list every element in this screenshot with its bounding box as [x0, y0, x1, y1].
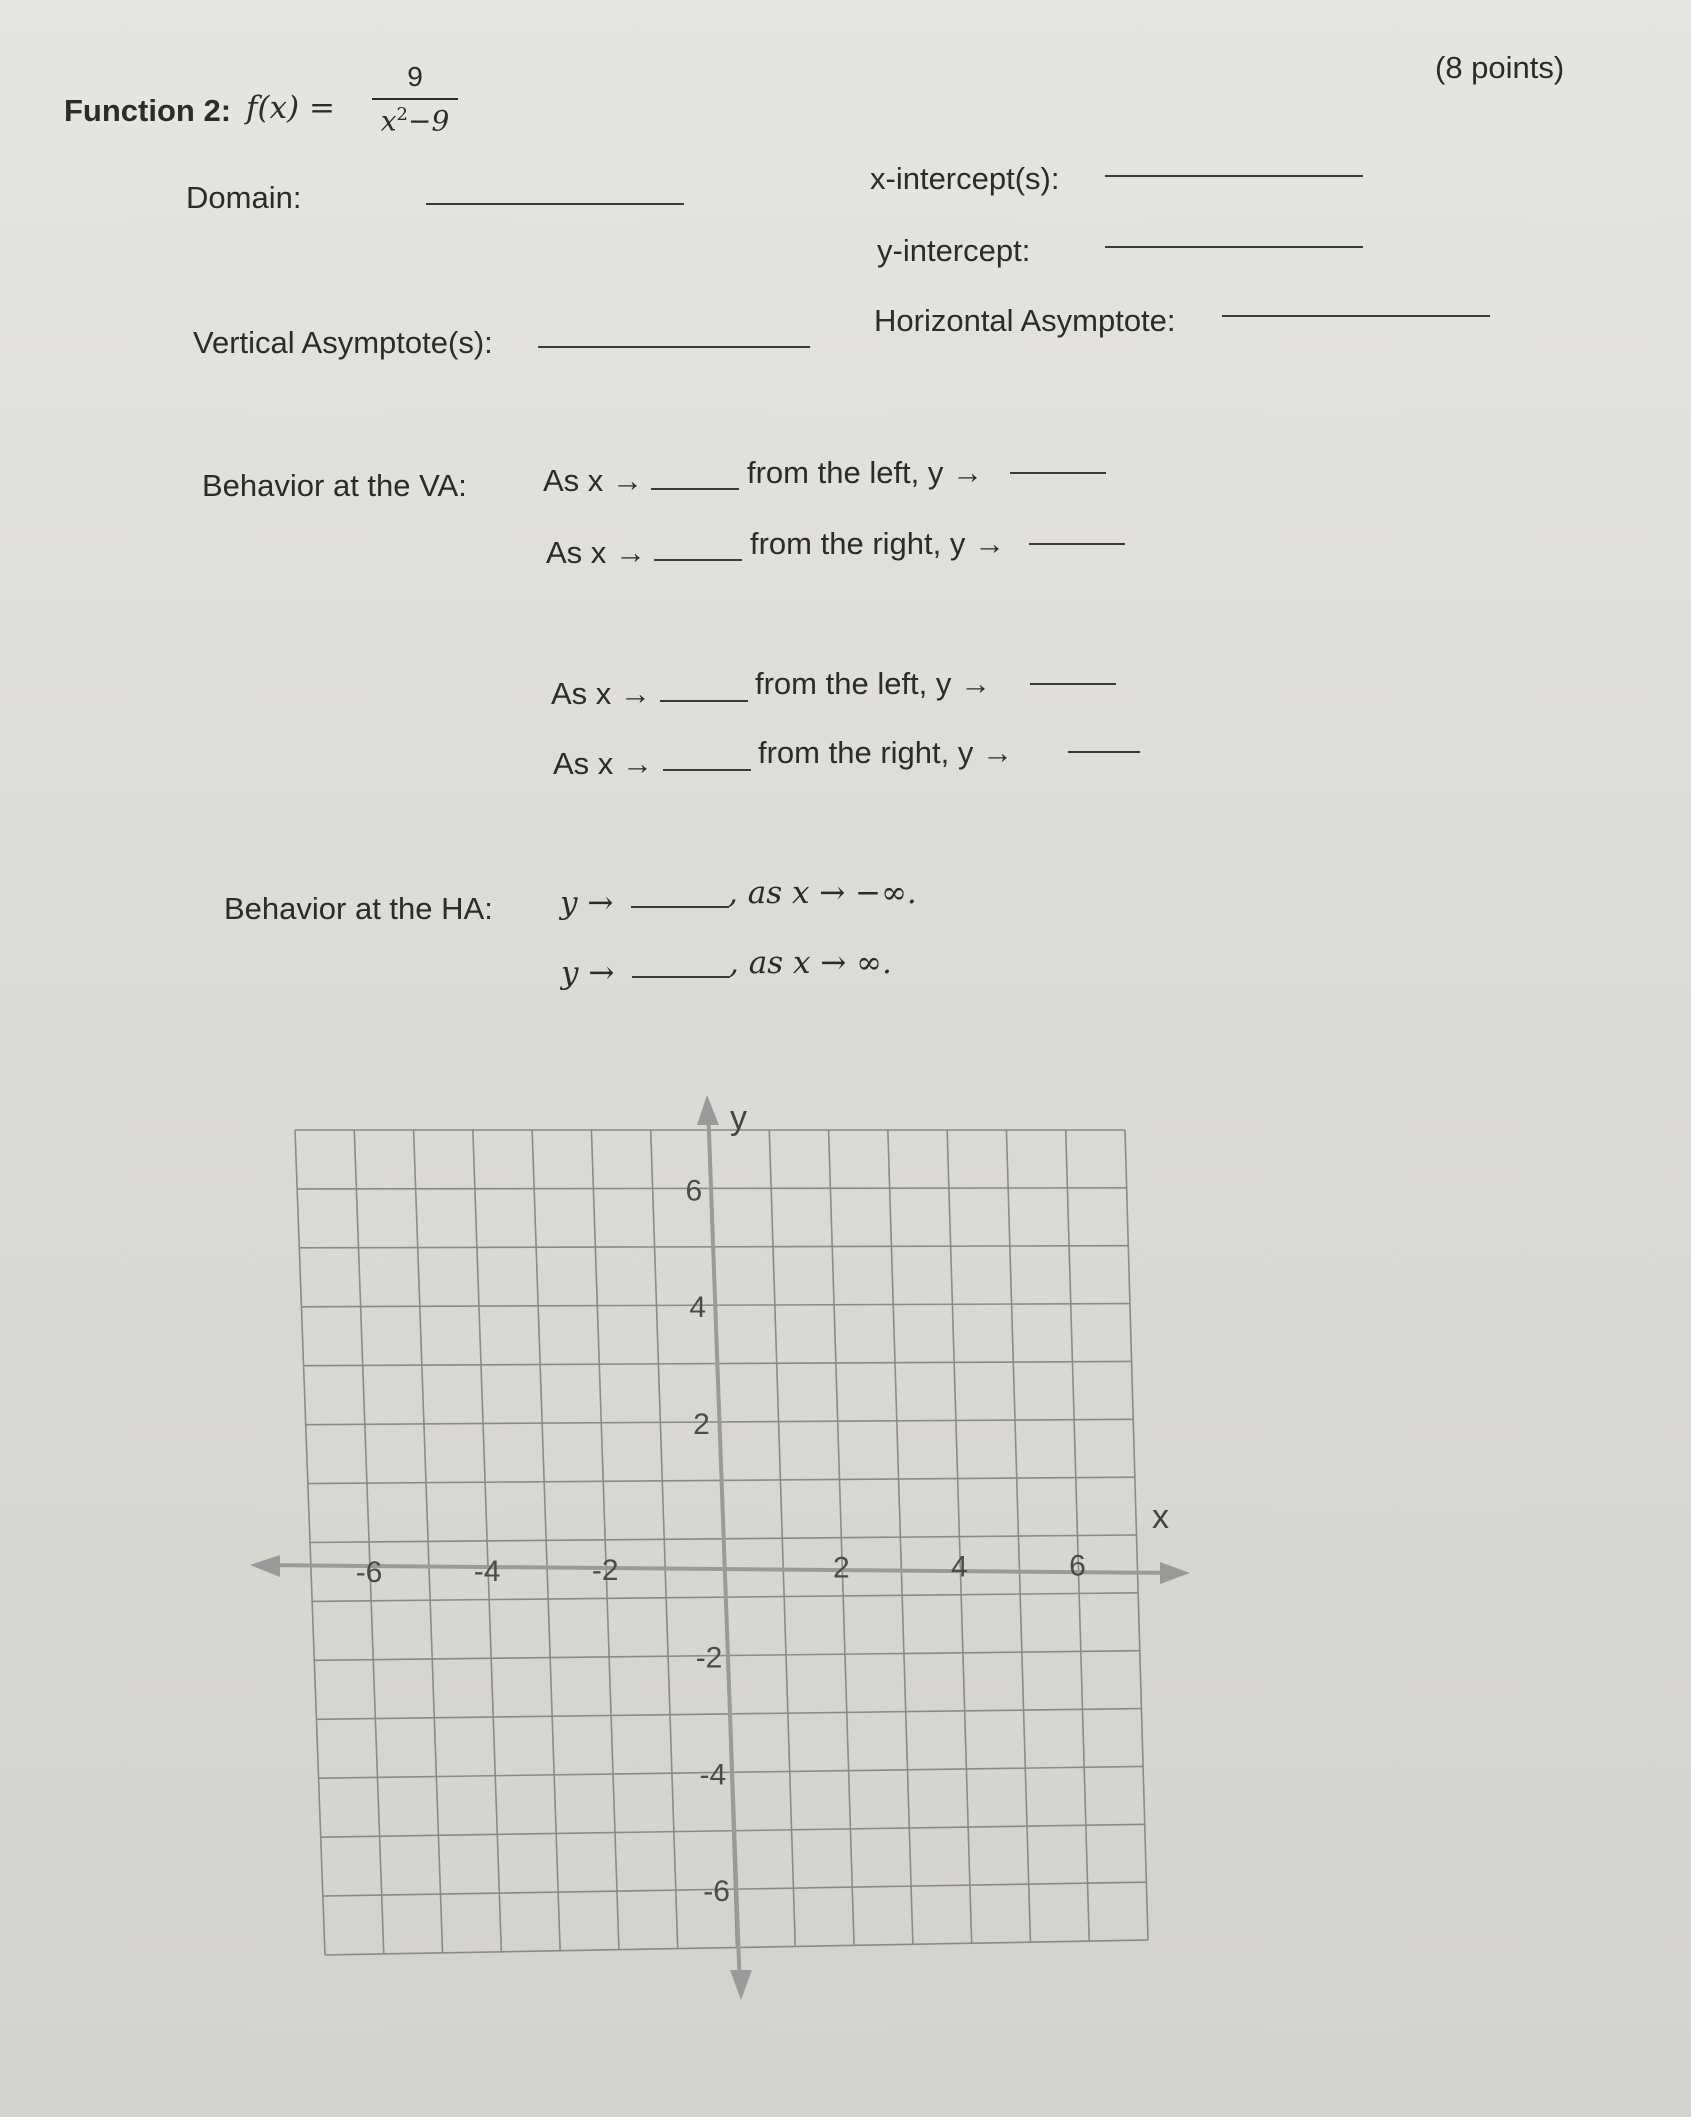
ha-row-1-y-arrow: y → [560, 885, 614, 921]
va-row-1-x-blank[interactable] [651, 488, 739, 490]
grid-lines [295, 1130, 1148, 1955]
coordinate-grid[interactable] [250, 1085, 1200, 2015]
va-behavior-label: Behavior at the VA: [202, 468, 467, 503]
x-tick-label: -6 [355, 1555, 383, 1589]
ha-row-1-blank[interactable] [631, 906, 729, 908]
y-intercept-label: y-intercept: [877, 233, 1031, 268]
va-row-3-x-blank[interactable] [660, 700, 748, 702]
x-tick-label: -2 [591, 1553, 619, 1587]
va-row-3-as-x: As x → [551, 676, 651, 711]
vertical-asymptotes-blank[interactable] [538, 346, 810, 348]
y-axis-top-arrow-icon [697, 1095, 719, 1125]
ha-row-2-y-arrow: y → [561, 955, 615, 991]
y-axis [708, 1105, 740, 1990]
y-intercept-blank[interactable] [1105, 246, 1363, 248]
va-row-2-x-blank[interactable] [654, 559, 742, 561]
va-row-4-as-x: As x → [553, 746, 653, 781]
x-axis-left-arrow-icon [250, 1555, 280, 1577]
horizontal-asymptote-label: Horizontal Asymptote: [874, 303, 1176, 338]
va-row-4-y-blank[interactable] [1068, 751, 1140, 753]
va-row-4-x-blank[interactable] [663, 769, 751, 771]
x-intercepts-label: x-intercept(s): [870, 161, 1060, 196]
va-row-3-side: from the left, y → [755, 666, 992, 701]
function-lhs: f(x) = [246, 90, 335, 126]
axes [250, 1095, 1190, 2000]
y-tick-label: -6 [703, 1875, 730, 1909]
x-tick-label: 2 [832, 1551, 850, 1585]
ha-row-2-condition: , as x → ∞. [729, 945, 892, 981]
va-row-1-as-x: As x → [543, 463, 643, 498]
vertical-asymptotes-label: Vertical Asymptote(s): [193, 325, 493, 360]
horizontal-asymptote-blank[interactable] [1222, 315, 1490, 317]
domain-blank[interactable] [426, 203, 684, 205]
fraction-bar [372, 98, 458, 100]
y-tick-label: 6 [685, 1174, 703, 1208]
va-row-2-as-x: As x → [546, 535, 646, 570]
points-label: (8 points) [1435, 50, 1565, 85]
y-tick-label: -2 [695, 1641, 723, 1675]
y-axis-bottom-arrow-icon [730, 1970, 752, 2000]
va-row-1-y-blank[interactable] [1010, 472, 1106, 474]
y-axis-label: y [730, 1099, 747, 1137]
x-tick-label: 6 [1069, 1549, 1086, 1583]
x-tick-label: 4 [951, 1550, 968, 1584]
y-tick-label: 4 [689, 1291, 707, 1325]
va-row-4-side: from the right, y → [758, 735, 1013, 770]
x-tick-label: -4 [473, 1554, 501, 1588]
x-axis-label: x [1152, 1498, 1169, 1536]
function-fraction [372, 60, 458, 138]
x-intercepts-blank[interactable] [1105, 175, 1363, 177]
va-row-1-side: from the left, y → [747, 455, 984, 490]
x-axis-right-arrow-icon [1160, 1562, 1190, 1584]
ha-row-2-blank[interactable] [632, 976, 730, 978]
x-axis [256, 1565, 1180, 1573]
ha-behavior-label: Behavior at the HA: [224, 891, 493, 926]
function-title: Function 2: [64, 93, 232, 128]
y-tick-label: -4 [699, 1758, 727, 1792]
va-row-2-side: from the right, y → [750, 526, 1005, 561]
domain-label: Domain: [186, 180, 302, 215]
va-row-3-y-blank[interactable] [1030, 683, 1116, 685]
fraction-numerator: 9 [407, 61, 423, 92]
fraction-denominator: $x^2-9$ [380, 103, 450, 137]
va-row-2-y-blank[interactable] [1029, 543, 1125, 545]
y-tick-label: 2 [693, 1407, 710, 1441]
ha-row-1-condition: , as x → −∞. [728, 875, 917, 911]
